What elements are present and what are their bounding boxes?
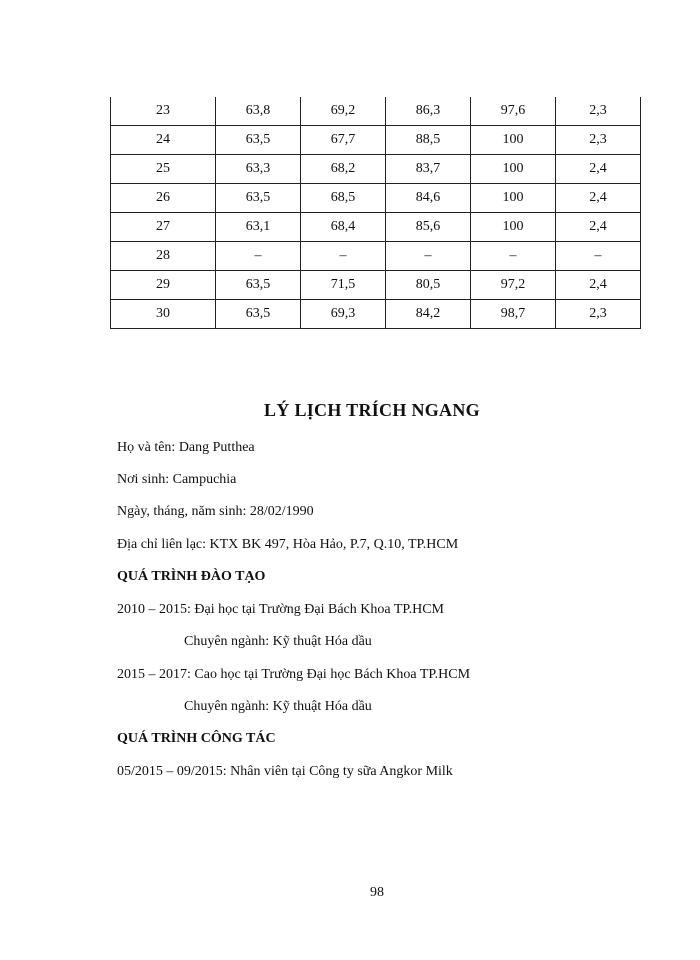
table-row — [111, 184, 641, 213]
table-cell: 69,2 — [301, 97, 386, 126]
table-cell: 68,2 — [301, 155, 386, 184]
table-cell: 69,3 — [301, 300, 386, 329]
table-cell: 25 — [111, 155, 216, 184]
table-cell: 68,4 — [301, 213, 386, 242]
table-cell: 100 — [471, 126, 556, 155]
table-row — [111, 155, 641, 184]
table-cell: 2,4 — [556, 155, 641, 184]
table-cell: 98,7 — [471, 300, 556, 329]
table-cell: 2,3 — [556, 300, 641, 329]
table-row — [111, 126, 641, 155]
table-cell: 100 — [471, 213, 556, 242]
table-cell: 24 — [111, 126, 216, 155]
table-cell: 84,6 — [386, 184, 471, 213]
education-heading: QUÁ TRÌNH ĐÀO TẠO — [117, 569, 266, 584]
table-cell: 30 — [111, 300, 216, 329]
work-heading: QUÁ TRÌNH CÔNG TÁC — [117, 731, 276, 746]
table-row — [111, 242, 641, 271]
table-cell: 83,7 — [386, 155, 471, 184]
page-number: 98 — [370, 885, 384, 900]
table-cell: 63,3 — [216, 155, 301, 184]
table-cell: 71,5 — [301, 271, 386, 300]
table-cell: 26 — [111, 184, 216, 213]
table-cell: 63,5 — [216, 184, 301, 213]
table-cell: 2,4 — [556, 213, 641, 242]
table-cell: 2,4 — [556, 271, 641, 300]
table-cell: 100 — [471, 184, 556, 213]
table-cell: – — [216, 242, 301, 271]
table-cell: – — [386, 242, 471, 271]
table-cell: 97,2 — [471, 271, 556, 300]
table-cell: 100 — [471, 155, 556, 184]
education-major: Chuyên ngành: Kỹ thuật Hóa dầu — [184, 699, 372, 714]
table-cell: 84,2 — [386, 300, 471, 329]
table-row — [111, 97, 641, 126]
table-cell: 63,5 — [216, 271, 301, 300]
table-cell: 63,5 — [216, 300, 301, 329]
cv-birthplace: Nơi sinh: Campuchia — [117, 472, 237, 487]
table-cell: 2,3 — [556, 97, 641, 126]
table-row — [111, 213, 641, 242]
education-period: 2015 – 2017: Cao học tại Trường Đại học Bách Khoa TP.HCM — [117, 667, 471, 682]
cv-title: LÝ LỊCH TRÍCH NGANG — [264, 400, 480, 420]
table-cell: 68,5 — [301, 184, 386, 213]
table-cell: 2,4 — [556, 184, 641, 213]
table-cell: 27 — [111, 213, 216, 242]
table-cell: 63,1 — [216, 213, 301, 242]
table-row — [111, 300, 641, 329]
cv-address: Địa chỉ liên lạc: KTX BK 497, Hòa Hảo, P.7, Q.10, TP.HCM — [117, 537, 459, 552]
table-cell: 2,3 — [556, 126, 641, 155]
table-cell: 29 — [111, 271, 216, 300]
table-cell: – — [556, 242, 641, 271]
table-cell: – — [301, 242, 386, 271]
table-cell: 88,5 — [386, 126, 471, 155]
table-cell: 80,5 — [386, 271, 471, 300]
table-cell: 23 — [111, 97, 216, 126]
cv-birthdate: Ngày, tháng, năm sinh: 28/02/1990 — [117, 504, 314, 519]
cv-name: Họ và tên: Dang Putthea — [117, 440, 255, 455]
table-cell: – — [471, 242, 556, 271]
education-period: 2010 – 2015: Đại học tại Trường Đại Bách Khoa TP.HCM — [117, 602, 445, 617]
table-cell: 67,7 — [301, 126, 386, 155]
work-item: 05/2015 – 09/2015: Nhân viên tại Công ty sữa Angkor Milk — [117, 764, 453, 779]
table-row — [111, 271, 641, 300]
table-cell: 63,8 — [216, 97, 301, 126]
table-cell: 28 — [111, 242, 216, 271]
table-cell: 85,6 — [386, 213, 471, 242]
data-table — [110, 97, 641, 329]
table-cell: 97,6 — [471, 97, 556, 126]
table-cell: 63,5 — [216, 126, 301, 155]
education-major: Chuyên ngành: Kỹ thuật Hóa dầu — [184, 634, 372, 649]
table-cell: 86,3 — [386, 97, 471, 126]
